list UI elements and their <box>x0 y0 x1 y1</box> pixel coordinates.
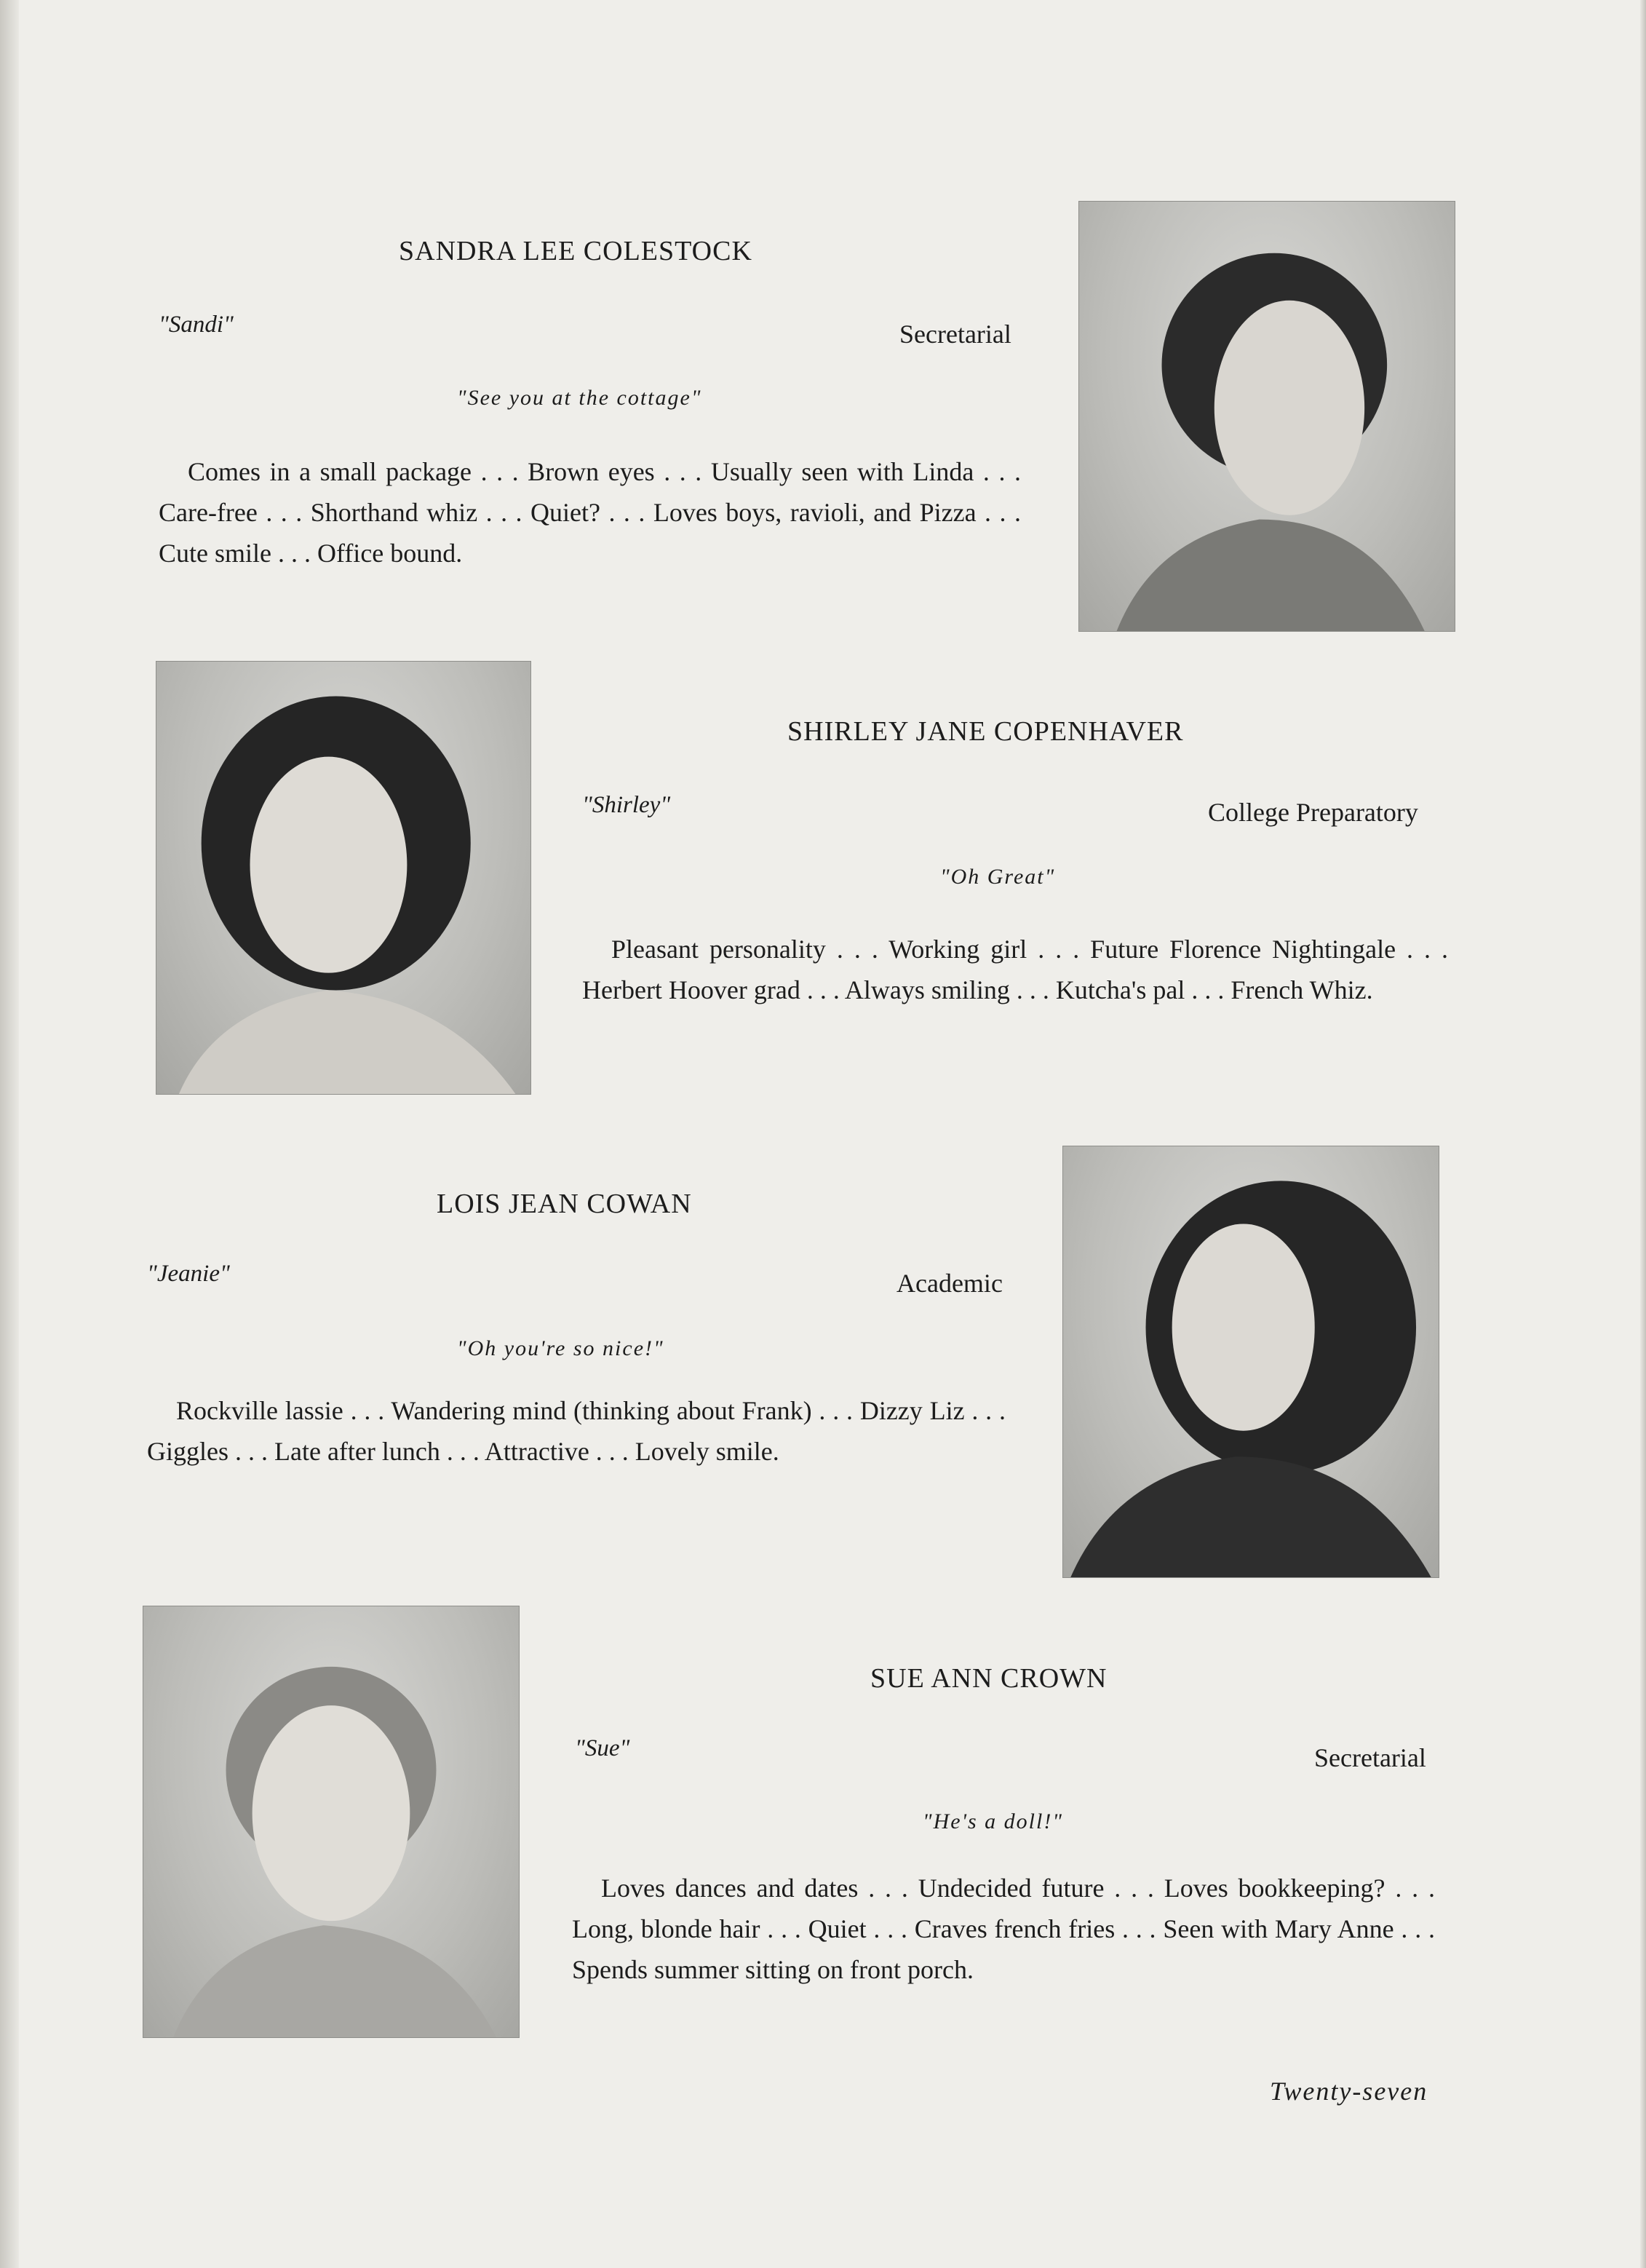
student-name: LOIS JEAN COWAN <box>437 1189 692 1219</box>
student-course: Secretarial <box>899 320 1011 349</box>
student-name: SANDRA LEE COLESTOCK <box>399 236 752 266</box>
student-portrait-photo <box>1078 201 1455 632</box>
student-portrait-photo <box>156 661 531 1095</box>
page-gutter-shadow <box>0 0 19 2268</box>
student-motto: "Oh Great" <box>940 865 1056 889</box>
page-edge-shadow <box>1640 0 1646 2268</box>
student-portrait-photo <box>1062 1146 1439 1578</box>
portrait-silhouette <box>1079 202 1455 631</box>
portrait-silhouette <box>143 1606 519 2037</box>
page-number: Twenty-seven <box>1270 2077 1428 2106</box>
student-nickname: "Jeanie" <box>147 1261 230 1287</box>
student-motto: "Oh you're so nice!" <box>457 1336 664 1360</box>
student-description: Comes in a small package . . . Brown eyes . . . Usually seen with Linda . . . Care-free . . . Shorthand whiz . . . Quiet? . . . Loves boys, ravioli, and Pizza . . . Cute smile . . . Office bound. <box>159 457 1021 568</box>
student-description: Loves dances and dates . . . Undecided future . . . Loves bookkeeping? . . . Long, blonde hair . . . Quiet . . . Craves french fries . . . Seen with Mary Anne . . . Spends summer sitting on front porch. <box>572 1874 1435 1984</box>
student-portrait-photo <box>143 1606 520 2038</box>
student-course: Academic <box>896 1269 1003 1298</box>
student-description: Rockville lassie . . . Wandering mind (thinking about Frank) . . . Dizzy Liz . . . Giggles . . . Late after lunch . . . Attractive . . . Lovely smile. <box>147 1396 1006 1466</box>
student-nickname: "Sue" <box>575 1735 630 1761</box>
student-motto: "He's a doll!" <box>923 1809 1063 1833</box>
student-course: Secretarial <box>1314 1743 1426 1772</box>
portrait-silhouette <box>156 662 530 1094</box>
student-course: College Preparatory <box>1208 798 1418 827</box>
student-nickname: "Shirley" <box>582 792 671 818</box>
student-motto: "See you at the cottage" <box>457 386 702 410</box>
portrait-silhouette <box>1063 1146 1439 1577</box>
student-nickname: "Sandi" <box>159 312 234 338</box>
student-name: SHIRLEY JANE COPENHAVER <box>787 716 1184 747</box>
student-description: Pleasant personality . . . Working girl . . . Future Florence Nightingale . . . Herbert Hoover grad . . . Always smiling . . . Kutcha's pal . . . French Whiz. <box>582 935 1448 1004</box>
student-name: SUE ANN CROWN <box>870 1663 1108 1694</box>
